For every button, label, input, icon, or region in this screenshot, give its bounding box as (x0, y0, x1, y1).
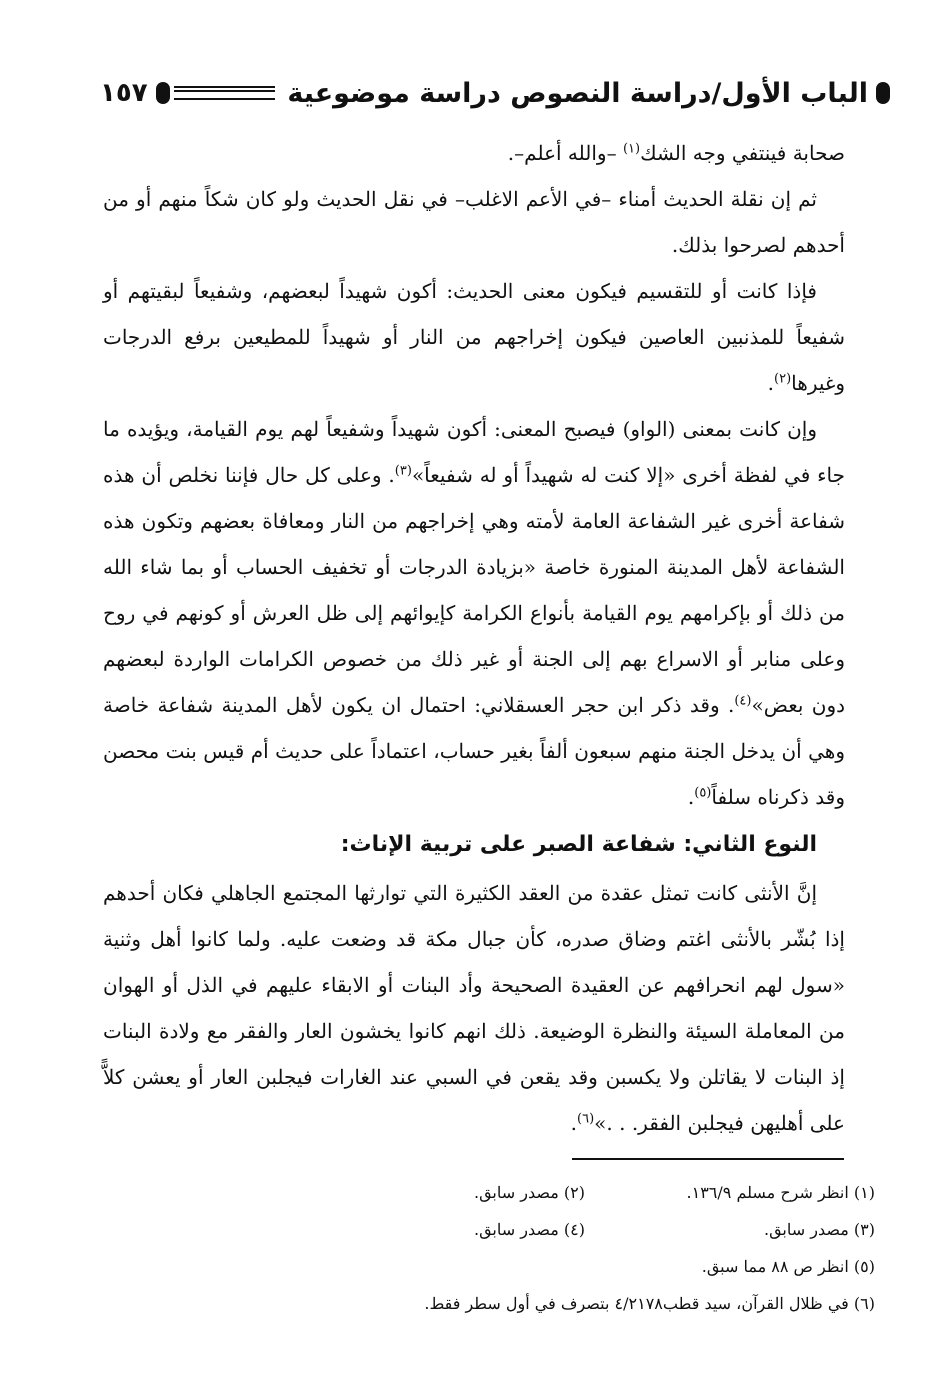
paragraph-4: وإن كانت بمعنى (الواو) فيصبح المعنى: أكون شهيداً وشفيعاً لهم يوم القيامة، ويؤيده ما جاء في لفظة أخرى «إلا كنت له شهيداً أو له شفيعاً»$^{(٣)}$. وعلى كل حال فإننا نخلص أن هذه شفاعة أخرى غير الشفاعة العامة لأمته وهي إخراجهم من النار ومعافاة بعضهم وتكون هذه الشفاعة لأهل المدينة المنورة خاصة «بزيادة الدرجات أو تخفيف الحساب أو بما شاء الله من ذلك أو بإكرامهم يوم القيامة بأنواع الكرامة كإيوائهم إلى ظل العرش أو كونهم في روح وعلى منابر أو الاسراع بهم إلى الجنة أو غير ذلك من خصوص الكرامات الواردة لبعضهم دون بعض»$^{(٤)}$. وقد ذكر ابن حجر العسقلاني: احتمال ان يكون لأهل المدينة شفاعة خاصة وهي أن يدخل الجنة منهم سبعون ألفاً بغير حساب، اعتماداً على حديث أم قيس بنت محصن وقد ذكرناه سلفاً$^{(٥)}$. (103, 417, 846, 809)
header-rule (174, 86, 276, 100)
footnote-2: (٢) مصدر سابق. (474, 1183, 585, 1202)
paragraph-2: ثم إن نقلة الحديث أمناء –في الأعم الاغلب– في نقل الحديث ولو كان شكاً منهم أو من أحدهم لصرحوا بذلك. (103, 187, 845, 257)
main-text (103, 130, 845, 1146)
paragraph-3: فإذا كانت أو للتقسيم فيكون معنى الحديث: أكون شهيداً لبعضهم، وشفيعاً لبقيتهم أو شفيعاً للمذنبين العاصين فيكون إخراجهم من النار أو شهيداً للمطيعين برفع الدرجات وغيرها$^{(٢)}$. (103, 279, 845, 395)
footnote-row (300, 1211, 875, 1248)
footnotes (300, 1174, 875, 1322)
section-heading: النوع الثاني: شفاعة الصبر على تربية الإناث: (340, 832, 817, 857)
footnote-3: (٣) مصدر سابق. (764, 1220, 875, 1239)
header-ornament-right (876, 82, 890, 104)
paragraph-5: إنَّ الأنثى كانت تمثل عقدة من العقد الكثيرة التي توارثها المجتمع الجاهلي فكان أحدهم إذا بُشّر بالأنثى اغتم وضاق صدره، كأن جبال مكة قد وضعت عليه. ولما كانوا أهل وثنية «سول لهم انحرافهم عن العقيدة الصحيحة وأد البنات أو الابقاء عليهم في الذل أو الهوان من المعاملة السيئة والنظرة الوضيعة. ذلك انهم كانوا يخشون العار والفقر مع ولادة البنات إذ البنات لا يقاتلن ولا يكسبن وقد يقعن في السبي عند الغارات فيجلبن العار أو يعشن كلاًّ على أهليهن فيجلبن الفقر. . .»$^{(٦)}$. (103, 881, 845, 1135)
footnote-row (300, 1174, 875, 1211)
page-number: ١٥٧ (100, 78, 148, 108)
header-ornament-left (156, 82, 170, 104)
footnote-ref-2: (٢) (774, 371, 792, 387)
footnote-divider (572, 1158, 844, 1160)
footnote-ref-6: (٦) (577, 1111, 595, 1127)
chapter-title: الباب الأول/دراسة النصوص دراسة موضوعية (287, 77, 868, 109)
footnote-4: (٤) مصدر سابق. (474, 1220, 585, 1239)
footnote-ref-4: (٤) (734, 693, 752, 709)
footnote-ref-1: (١) (622, 141, 641, 157)
footnote-5: (٥) انظر ص ٨٨ مما سبق. (701, 1257, 875, 1276)
footnote-ref-5: (٥) (694, 785, 712, 801)
paragraph-1: صحابة فينتفي وجه الشك$^{(١)}$ –والله أعلم–. (507, 141, 845, 165)
footnote-1: (١) انظر شرح مسلم ١٣٦/٩. (686, 1183, 875, 1202)
footnote-ref-3: (٣) (394, 463, 412, 479)
running-header (100, 68, 890, 118)
footnote-6: (٦) في ظلال القرآن، سيد قطب٤/٢١٧٨ بتصرف في أول سطر فقط. (424, 1294, 875, 1313)
